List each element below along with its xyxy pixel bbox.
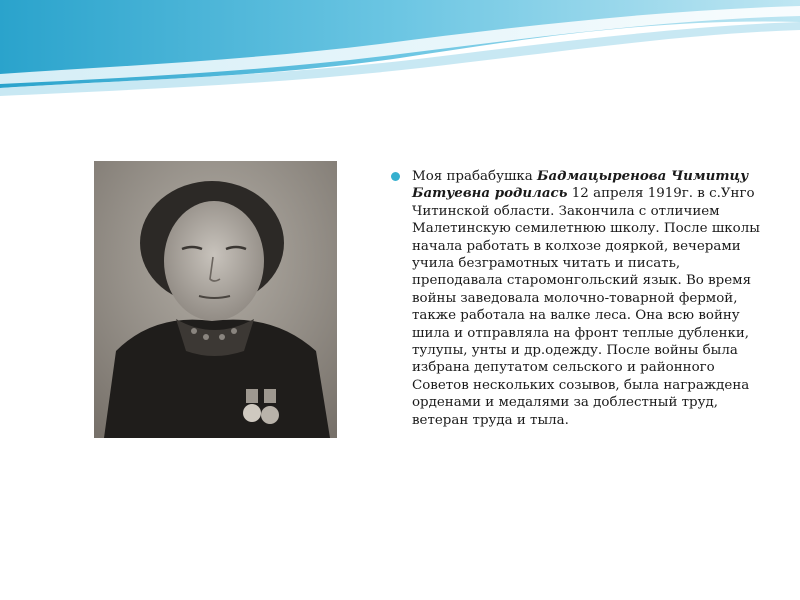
portrait-photo: [94, 161, 337, 438]
bio-name-emphasis: Бадмацыренова Чимитцу Батуевна родилась: [412, 168, 749, 202]
bio-paragraph: [412, 168, 764, 429]
bio-rest: 12 апреля 1919г. в с.Унго Читинской области. Закончила с отличием Малетинскую семилетнюю школу. После школы начала работать в колхозе дояркой, вечерами учила безграмотных читать и писать, преподавала старомонгольский язык. Во время войны заведовала молочно-товарной фермой, также работала на валке леса. Она всю войну шила и отправляла на фронт теплые дубленки, тулупы, унты и др.одежду. После войны была избрана депутатом сельского и районного Советов нескольких созывов, была награждена орденами и медалями за доблестный труд, ветеран труда и тыла.: [412, 186, 760, 428]
bio-text-block: [412, 168, 764, 429]
bullet-dot-icon: [391, 172, 400, 181]
wave-banner: [0, 0, 800, 110]
bio-intro: Моя прабабушка: [412, 169, 538, 184]
